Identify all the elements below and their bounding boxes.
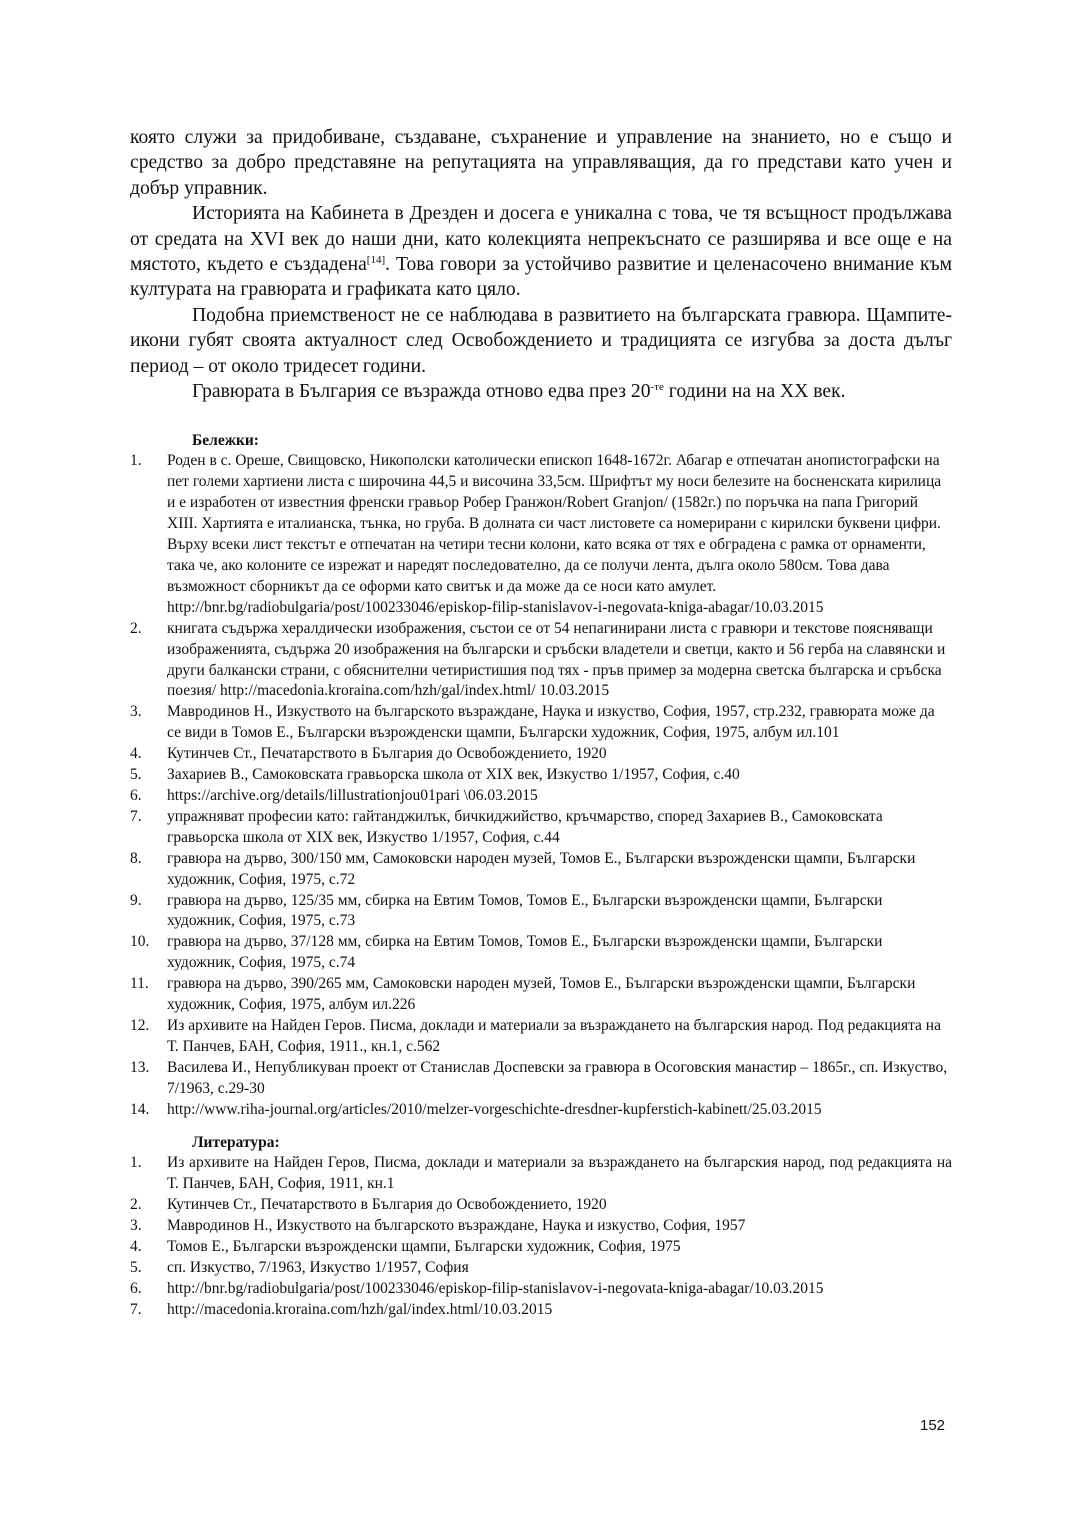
note-item-text: https://archive.org/details/lillustrationjou01pari \06.03.2015 (167, 786, 538, 804)
note-item-text: гравюра на дърво, 37/128 мм, сбирка на Евтим Томов, Томов Е., Български възрожденски щампи, Български художник, София, 1975, с.74 (167, 933, 883, 972)
note-item-number: 10. (130, 933, 150, 951)
note-item (130, 619, 952, 703)
paragraph-3: Подобна приемственост не се наблюдава в развитието на българската гравюра. Щампите-икони губят своята актуалност след Освобождението и традицията се изгубва за доста дълъг период – от около тридесет години. (130, 304, 952, 377)
literature-item-text: сп. Изкуство, 7/1963, Изкуство 1/1957, София (167, 1259, 469, 1276)
literature-item-number: 3. (130, 1217, 142, 1235)
note-item-text: Захариев В., Самоковската гравьорска школа от XIX век, Изкуство 1/1957, София, с.40 (167, 766, 740, 784)
note-item-text: Василева И., Непубликуван проект от Станислав Доспевски за гравюра в Осоговския манастир – 1865г., сп. Изкуство, 7/1963, с.29-30 (167, 1058, 948, 1097)
literature-item (130, 1237, 952, 1258)
note-item-text: гравюра на дърво, 390/265 мм, Самоковски народен музей, Томов Е., Български възрожденски щампи, Български художник, София, 1975, албум ил.226 (167, 975, 916, 1014)
note-item-number: 5. (130, 766, 142, 784)
main-text (130, 125, 952, 404)
note-item-number: 11. (130, 975, 149, 993)
note-item (130, 451, 952, 618)
note-item-text: Из архивите на Найден Геров. Писма, доклади и материали за възраждането на българския народ. Под редакцията на Т. Панчев, БАН, София, 1911., кн.1, с.562 (167, 1016, 941, 1055)
note-item-text: Мавродинов Н., Изкуството на българското възраждане, Наука и изкуство, София, 1957, стр.232, гравюрата може да се види в Томов Е., Български възрожденски щампи, Български художник, София, 1975, албум ил.101 (167, 703, 935, 742)
note-item-number: 2. (130, 619, 142, 637)
note-item-number: 12. (130, 1016, 150, 1034)
superscript-te: -те (650, 381, 664, 394)
note-item-number: 13. (130, 1058, 150, 1076)
notes-list (130, 451, 952, 1120)
note-item (130, 974, 952, 1016)
note-item (130, 1058, 952, 1100)
literature-item (130, 1300, 952, 1321)
note-item (130, 891, 952, 933)
note-item (130, 1100, 952, 1121)
note-item (130, 786, 952, 807)
page-number: 152 (920, 1417, 946, 1434)
literature-item-text: http://macedonia.kroraina.com/hzh/gal/index.html/10.03.2015 (167, 1300, 553, 1318)
literature-item-text: Из архивите на Найден Геров, Писма, доклади и материали за възраждането на българския народ, под редакцията на Т. Панчев, БАН, София, 1911, кн.1 (167, 1154, 952, 1193)
paragraph-4-text: Гравюрата в България се възражда отново едва през 20 (192, 381, 651, 403)
literature-heading: Литература: (192, 1134, 280, 1152)
paragraph-2-tail: . Това говори за устойчиво развитие и целенасочено внимание към културата на гравюрата и графиката като цяло. (130, 254, 952, 301)
literature-item (130, 1258, 952, 1279)
note-item (130, 744, 952, 765)
reference-14: [14] (366, 254, 386, 267)
note-item-text: упражняват професии като: гайтанджилък, бичкиджийство, кръчмарство, според Захариев В., Самоковската гравьорска школа от XIX век, Изкуство 1/1957, София, с.44 (167, 807, 883, 846)
note-item-text: гравюра на дърво, 125/35 мм, сбирка на Евтим Томов, Томов Е., Български възрожденски щампи, Български художник, София, 1975, с.73 (167, 891, 883, 930)
note-item (130, 765, 952, 786)
paragraph-2-text: Историята на Кабинета в Дрезден и досега е уникална с това, че тя всъщност продължава от средата на XVI век до наши дни, като колекцията непрекъснато се разширява и все още е на мястото, където е създадена (130, 203, 952, 276)
note-item-text: книгата съдържа хералдически изображения, състои се от 54 непагинирани листа с гравюри и текстове поясняващи изображенията, съдържа 20 изображения на български и сръбски владетели и светци, както и 56 герба на славянски и други балкански страни, с обяснителни четиристишия под тях - пръв пример за модерна светска българска и сръбска поезия/ http://macedonia.kroraina.com/hzh/gal/index.html/ 10.03.2015 (167, 619, 946, 700)
paragraph-1: която служи за придобиване, създаване, съхранение и управление на знанието, но е също и средство за добро представяне на репутацията на управляващия, да го представи като учен и добър управник. (130, 127, 952, 199)
note-item (130, 849, 952, 891)
literature-item-number: 4. (130, 1238, 142, 1256)
paragraph-4-tail: години на на XX век. (663, 381, 846, 403)
note-item (130, 1016, 952, 1058)
note-item-text: http://www.riha-journal.org/articles/2010/melzer-vorgeschichte-dresdner-kupferstich-kabinett/25.03.2015 (167, 1100, 822, 1118)
note-item-text: Роден в с. Ореше, Свищовско, Никополски католически епископ 1648-1672г. Абагар е отпечатан анопистографски на пет големи хартиени листа с широчина 44,5 и височина 33,5см. Шрифтът му носи белезите на босненската кирилица и е изработен от известния френски гравьор Робер Гранжон/Robert Granjon/ (1582г.) по поръчка на папа Григорий XIII. Хартията е италианска, тънка, но груба. В долната си част листовете са номерирани с кирилски буквени цифри. Върху всеки лист текстът е отпечатан на четири тесни колони, като всяка от тях е обградена с рамка от орнаменти, така че, ако колоните се изрежат и наредят последователно, да се получи лента, дълга около 580см. Това дава възможност сборникът да се оформи като свитък и да може да се носи като амулет. http://bnr.bg/radiobulgaria/post/100233046/episkop-filip-stanislavov-i-negovata-kniga-abagar/10.03.2015 (167, 452, 942, 616)
note-item-number: 4. (130, 745, 142, 763)
literature-item (130, 1153, 952, 1195)
paragraph-2 (130, 201, 952, 303)
paragraph-4 (130, 379, 952, 404)
literature-item-number: 2. (130, 1196, 142, 1214)
note-item-number: 3. (130, 703, 142, 721)
literature-item-text: http://bnr.bg/radiobulgaria/post/100233046/episkop-filip-stanislavov-i-negovata-kniga-abagar/10.03.2015 (167, 1279, 824, 1297)
notes-heading: Бележки: (192, 432, 259, 450)
note-item (130, 932, 952, 974)
literature-item-number: 5. (130, 1259, 142, 1276)
note-item-number: 9. (130, 891, 142, 909)
literature-list (130, 1153, 952, 1320)
page-content (130, 125, 952, 1321)
note-item (130, 702, 952, 744)
note-item-number: 6. (130, 786, 142, 804)
literature-item (130, 1216, 952, 1237)
note-item-text: Кутинчев Ст., Печатарството в България до Освобождението, 1920 (167, 745, 607, 763)
note-item-number: 14. (130, 1100, 150, 1118)
literature-item-text: Томов Е., Български възрожденски щампи, Български художник, София, 1975 (167, 1238, 681, 1256)
literature-item-text: Кутинчев Ст., Печатарството в България до Освобождението, 1920 (167, 1196, 607, 1214)
literature-item-number: 6. (130, 1279, 142, 1297)
literature-item (130, 1279, 952, 1300)
literature-item-text: Мавродинов Н., Изкуството на българското възраждане, Наука и изкуство, София, 1957 (167, 1217, 746, 1235)
literature-item (130, 1195, 952, 1216)
note-item-number: 1. (130, 452, 142, 470)
literature-item-number: 7. (130, 1300, 142, 1318)
note-item-number: 8. (130, 849, 142, 867)
note-item (130, 807, 952, 849)
note-item-text: гравюра на дърво, 300/150 мм, Самоковски народен музей, Томов Е., Български възрожденски щампи, Български художник, София, 1975, с.72 (167, 849, 916, 888)
note-item-number: 7. (130, 807, 142, 825)
literature-item-number: 1. (130, 1154, 142, 1172)
